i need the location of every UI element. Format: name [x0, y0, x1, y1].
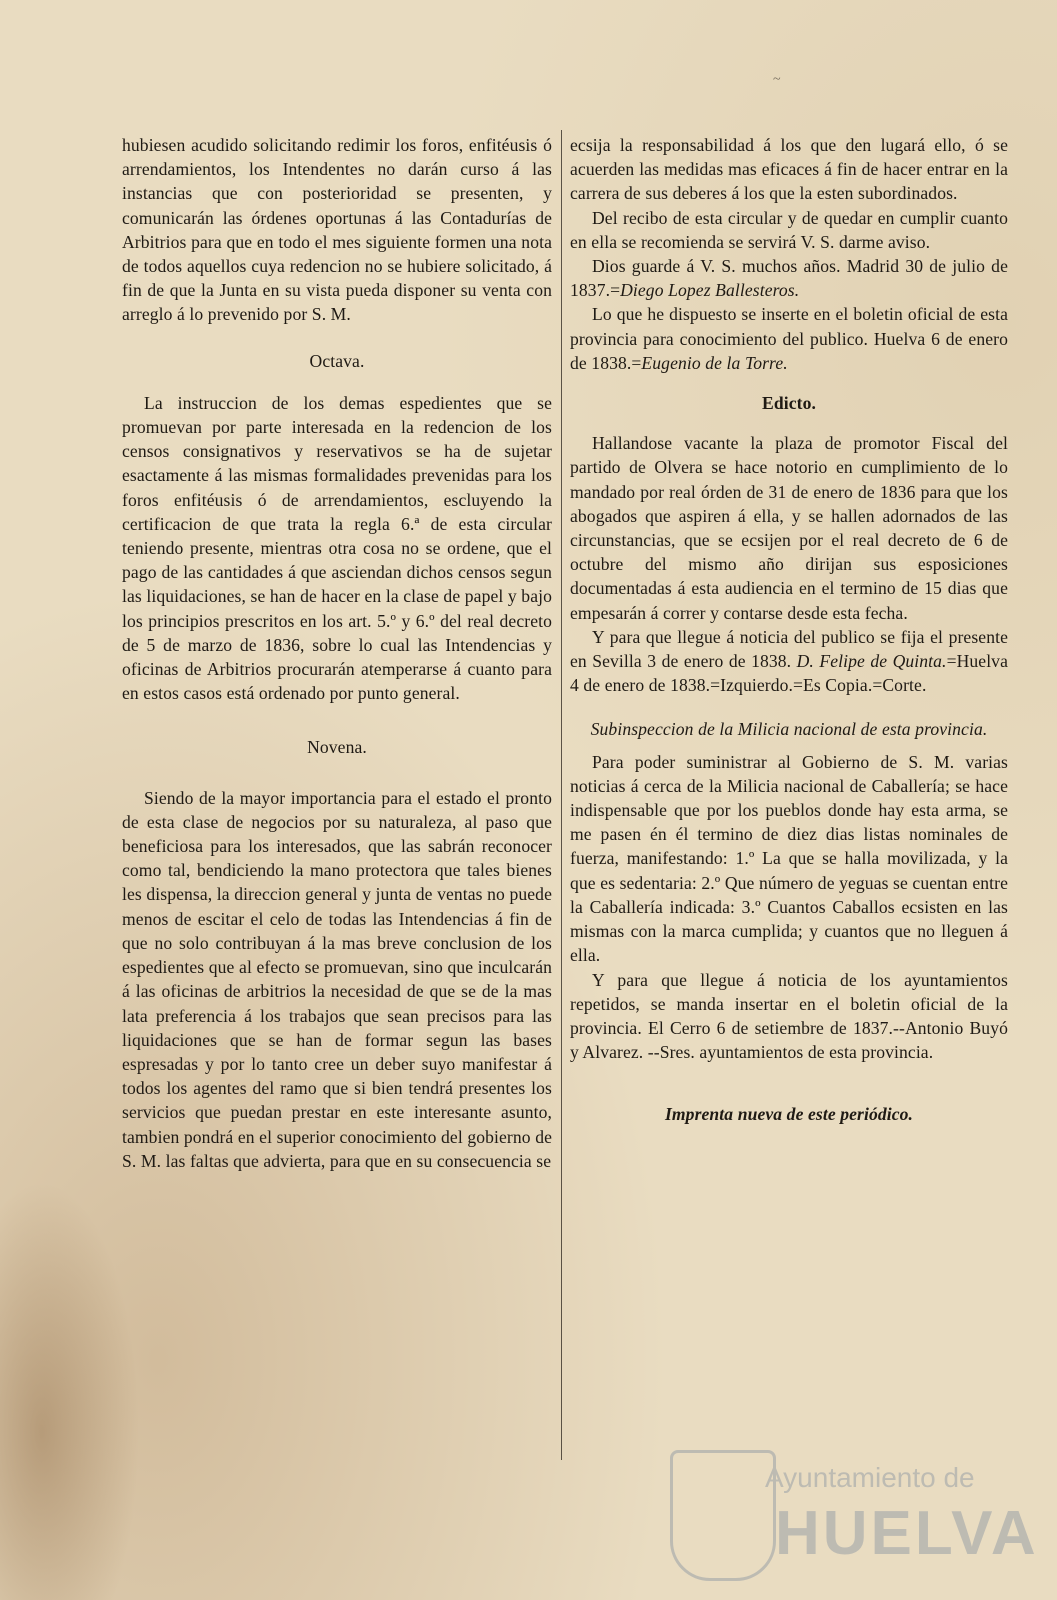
- watermark-line-1: Ayuntamiento de: [765, 1462, 975, 1493]
- dispuesto-text: Lo que he dispuesto se inserte en el boletin oficial de esta provincia para conocimiento del publico. Huelva 6 de enero de 1838.=: [570, 304, 1008, 373]
- right-paragraph-4: [570, 302, 1008, 375]
- column-divider: [561, 130, 562, 1460]
- right-paragraph-5: Hallandose vacante la plaza de promotor Fiscal del partido de Olvera se hace notorio en cumplimiento de lo mandado por real órden de 31 de enero de 1836 para que los abogados que aspiren á ella, y se hallen adornados de las circunstancias, que se ecsijen por el real decreto de 6 de octubre del mismo año dirijan sus esposiciones documentadas á esta audiencia en el termino de 15 dias que empesarán á correr y contarse desde esta fecha.: [570, 433, 1008, 623]
- left-paragraph-2: La instruccion de los demas espedientes que se promuevan por parte interesada en la redencion de los censos consignativos y reservativos se ha de sujetar esactamente á las mismas formalidades prevenidas para los foros enfitéusis ó de arrendamientos, escluyendo la certificacion de que trata la regla 6.ª de esta circular teniendo presente, mientras otra cosa no se ordene, que el pago de las cantidades á que asciendan dichos censos segun las liquidaciones, se han de hacer en la clase de papel y bajo los principios prescritos en los art. 5.º y 6.º del real decreto de 5 de marzo de 1836, sobre lo cual las Intendencias y oficinas de Arbitrios procurarán atemperarse á cuanto para en estos casos está ordenado por punto general.: [122, 392, 552, 704]
- heading-octava: Octava.: [309, 350, 365, 371]
- signature-torre: Eugenio de la Torre.: [641, 352, 788, 373]
- llegue-text: Y para que llegue á noticia del publico se fija el presente en Sevilla 3 de enero de 1838.: [570, 626, 1008, 672]
- heading-subinspeccion: Subinspeccion de la Milicia nacional de esta provincia.: [590, 719, 988, 740]
- right-paragraph-1: ecsija la responsabilidad á los que den lugará ello, ó se acuerden las medidas mas eficaces á fin de hacer entrar en la carrera de sus deberes á los que la esten subordinados.: [570, 135, 1008, 204]
- paper-stain: [0, 1180, 140, 1600]
- heading-novena: Novena.: [307, 737, 367, 758]
- imprint-line: Imprenta nueva de este periódico.: [664, 1104, 914, 1125]
- right-paragraph-7: Para poder suministrar al Gobierno de S. M. varias noticias á cerca de la Milicia nacional de Caballería; se hace indispensable que por los pueblos donde hay esta arma, se me pasen én él termino de diez dias listas nominales de fuerza, manifestando: 1.º La que se halla movilizada, y la que es sedentaria: 2.º Que número de yeguas se cuentan entre la Caballería indicada: 3.º Cuantos Caballos ecsisten en las mismas con la marca cumplida; y cuantos que no lleguen á ella.: [570, 751, 1008, 966]
- watermark: [640, 1450, 1040, 1580]
- left-paragraph-1: hubiesen acudido solicitando redimir los foros, enfitéusis ó arrendamientos, los Intendentes no darán curso á las instancias que con posterioridad se presenten, y comunicarán las órdenes oportunas á las Contadurías de Arbitrios para que en todo el mes siguiente formen una nota de todos aquellos cuya redencion no se hubiere solicitado, á fin de que la Junta en su vista pueda disponer su venta con arreglo á lo prevenido por S. M.: [122, 135, 552, 325]
- right-paragraph-3: [570, 254, 1008, 302]
- dios-guarde-text: Dios guarde á V. S. muchos años. Madrid 30 de julio de 1837.=: [570, 256, 1008, 301]
- heading-edicto: Edicto.: [762, 393, 816, 414]
- right-paragraph-2: Del recibo de esta circular y de quedar en cumplir cuanto en ella se recomienda se servirá V. S. darme aviso.: [570, 207, 1008, 252]
- watermark-line-2: HUELVA: [775, 1499, 1039, 1568]
- left-column: [122, 133, 552, 1173]
- right-column: [570, 133, 1008, 1127]
- top-mark: ~: [773, 72, 781, 87]
- right-paragraph-6: [570, 625, 1008, 698]
- huelva-copia-text: =Huelva 4 de enero de 1838.=Izquierdo.=Es Copia.=Corte.: [570, 651, 1008, 696]
- shield-icon: [670, 1450, 776, 1581]
- right-paragraph-8: Y para que llegue á noticia de los ayuntamientos repetidos, se manda insertar en el boletin oficial de la provincia. El Cerro 6 de setiembre de 1837.--Antonio Buyó y Alvarez. --Sres. ayuntamientos de esta provincia.: [570, 969, 1008, 1063]
- signature-quinta: D. Felipe de Quinta.: [796, 651, 947, 672]
- left-paragraph-3: Siendo de la mayor importancia para el estado el pronto de esta clase de negocios por su naturaleza, al paso que beneficiosa para los interesados, que las sabrán reconocer como tal, bendiciendo la mano protectora que tales bienes les dispensa, la direccion general y junta de ventas no puede menos de escitar el celo de todas las Intendencias á fin de que no solo contribuyan á la mas breve conclusion de los espedientes que al efecto se promuevan, sino que inculcarán á las oficinas de arbitrios la necesidad de que se de la mas lata preferencia á los trabajos que sean precisos para las liquidaciones que se han de formar segun las bases espresadas y por lo tanto cree un deber suyo manifestar á todos los agentes del ramo que si bien tendrá presentes los servicios que puedan prestar en este interesante asunto, tambien pondrá en el superior conocimiento del gobierno de S. M. las faltas que advierta, para que en su consecuencia se: [122, 787, 552, 1171]
- signature-lopez: Diego Lopez Ballesteros.: [620, 280, 800, 301]
